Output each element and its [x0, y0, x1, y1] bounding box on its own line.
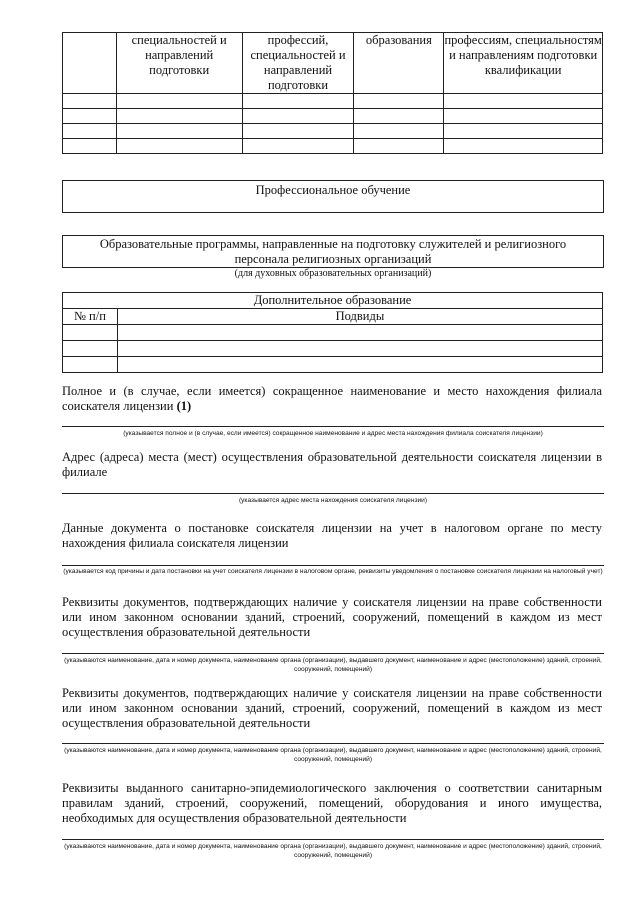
ownership-docs-note: (указываются наименование, дата и номер документа, наименование органа (организации), выдавшего документ, наименование и адрес (местоположение) зданий, строений, сооружений, помещений): [64, 657, 602, 673]
branch-name-heading: [62, 384, 602, 414]
column-subtypes: Подвиды: [117, 309, 602, 325]
header-cell-professions: профессий, специальностей и направлений подготовки: [242, 33, 354, 94]
table-row: [63, 124, 603, 139]
footnote-mark: (1): [176, 399, 192, 413]
sanitary-conclusion-line[interactable]: [62, 839, 604, 840]
religious-programs-note: (для духовных образовательных организаций): [234, 268, 432, 279]
programs-table: [62, 32, 603, 154]
table-row: [63, 341, 603, 357]
additional-education-title: Дополнительное образование: [63, 293, 603, 309]
branch-name-note: (указывается полное и (в случае, если имеется) сокращенное наименование и адрес места нахождения филиала соискателя лицензии): [123, 430, 543, 437]
branch-name-line[interactable]: [62, 426, 604, 427]
table-row: [63, 109, 603, 124]
tax-registration-note: (указывается код причины и дата постановки на учет соискателя лицензии в налоговом органе, реквизиты уведомления о постановке соискателя лицензии на налоговый учет): [63, 568, 603, 575]
sanitary-conclusion-heading: Реквизиты выданного санитарно-эпидемиологического заключения о соответствии санитарным правилам зданий, строений, сооружений, помещений, оборудования и иного имущества, необходимых для осуществления образовательной деятельности: [62, 781, 602, 825]
professional-training-box: [62, 180, 604, 213]
header-cell-specialties: специальностей и направлений подготовки: [116, 33, 242, 94]
ownership-docs-heading-2: Реквизиты документов, подтверждающих наличие у соискателя лицензии на праве собственности или ином законном основании зданий, строений, сооружений, помещений в каждом из мест осуществления образовательной деятельности: [62, 686, 602, 730]
column-number: № п/п: [63, 309, 118, 325]
professional-training-label: Профессиональное обучение: [255, 183, 411, 197]
tax-registration-heading: Данные документа о постановке соискателя лицензии на учет в налоговом органе по месту нахождения филиала соискателя лицензии: [62, 521, 602, 550]
sanitary-conclusion-note: (указываются наименование, дата и номер документа, наименование органа (организации), выдавшего документ, наименование и адрес (местоположение) зданий, строений, сооружений, помещений): [64, 843, 602, 859]
religious-programs-label: Образовательные программы, направленные на подготовку служителей и религиозного персонала религиозных организаций: [99, 237, 567, 266]
branch-address-line[interactable]: [62, 493, 604, 494]
table-header-row: [63, 33, 603, 94]
branch-address-heading: Адрес (адреса) места (мест) осуществления образовательной деятельности соискателя лицензии в филиале: [62, 450, 602, 479]
header-cell-qualifications: профессиям, специальностям и направлениям подготовки квалификации: [444, 33, 603, 94]
table-row: [63, 139, 603, 154]
header-cell-education: образования: [354, 33, 444, 94]
ownership-docs-line-2[interactable]: [62, 743, 604, 744]
table-row: [63, 357, 603, 373]
branch-address-note: (указывается адрес места нахождения соискателя лицензии): [238, 497, 428, 504]
table-row: [63, 325, 603, 341]
table-row: [63, 94, 603, 109]
branch-name-text: Полное и (в случае, если имеется) сокращенное наименование и место нахождения филиала соискателя лицензии: [62, 384, 602, 413]
ownership-docs-heading: Реквизиты документов, подтверждающих наличие у соискателя лицензии на праве собственности или ином законном основании зданий, строений, сооружений, помещений в каждом из мест осуществления образовательной деятельности: [62, 595, 602, 639]
ownership-docs-line[interactable]: [62, 653, 604, 654]
header-cell-0: [63, 33, 117, 94]
religious-programs-box: [62, 235, 604, 268]
tax-registration-line[interactable]: [62, 565, 604, 566]
additional-education-table: [62, 292, 603, 373]
ownership-docs-note-2: (указываются наименование, дата и номер документа, наименование органа (организации), выдавшего документ, наименование и адрес (местоположение) зданий, строений, сооружений, помещений): [64, 747, 602, 763]
